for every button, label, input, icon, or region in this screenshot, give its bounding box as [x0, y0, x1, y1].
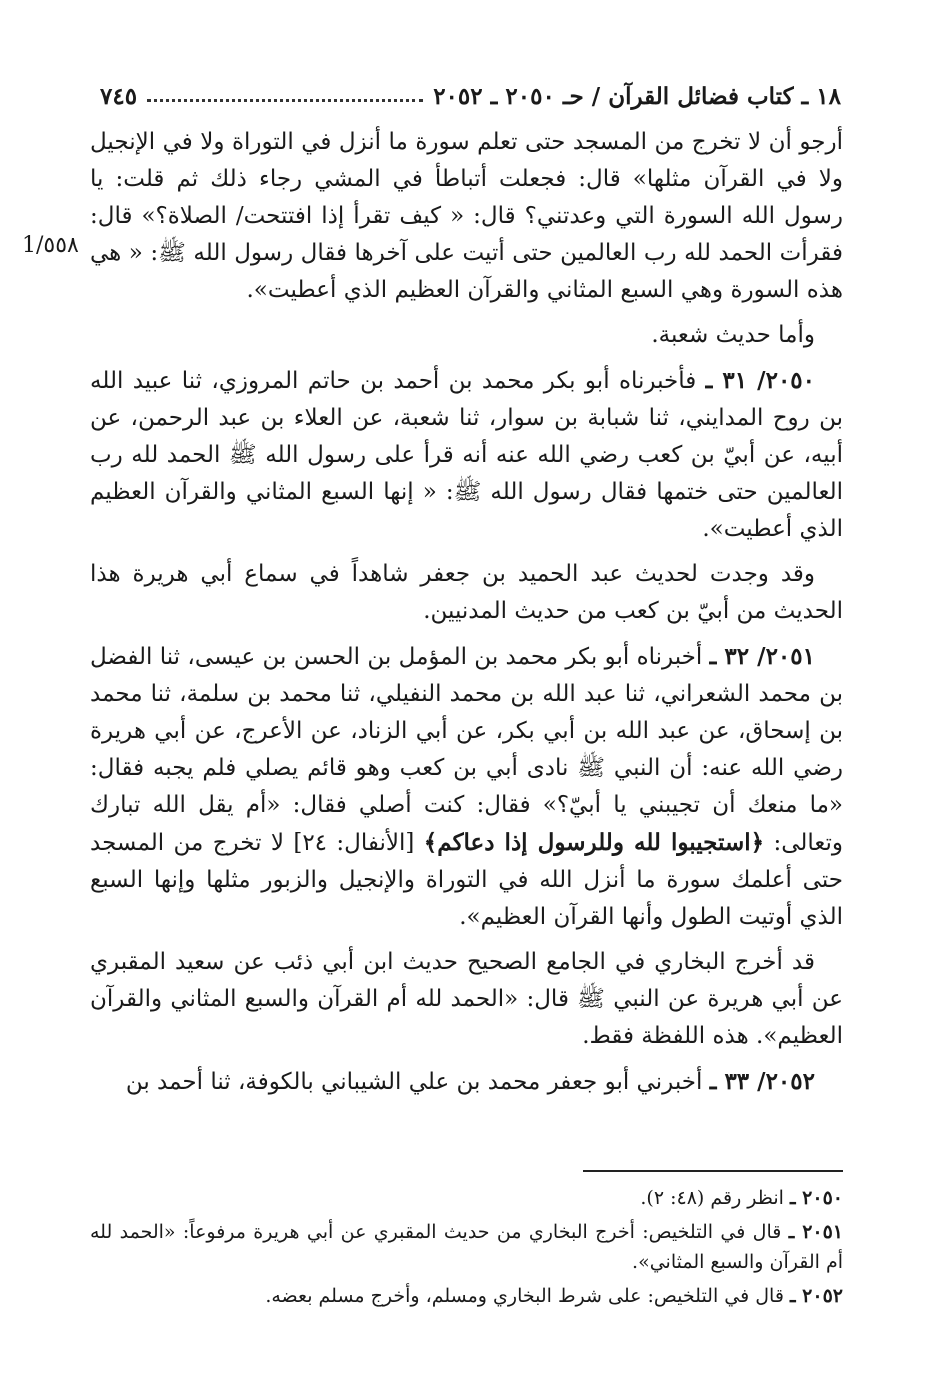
- footnote-number: ٢٠٥٠ ـ: [789, 1187, 843, 1209]
- hadith-number: ٢٠٥١/ ٣٢ ـ: [709, 643, 815, 670]
- footnote: [90, 1281, 843, 1311]
- page-header: [100, 78, 841, 114]
- footnote-text: انظر رقم (٤٨: ٢).: [640, 1187, 784, 1209]
- footnote-number: ٢٠٥٢ ـ: [789, 1285, 843, 1307]
- hadith-text: فأخبرناه أبو بكر محمد بن أحمد بن حاتم المروزي، ثنا عبيد الله بن روح المدايني، ثنا شبابة بن سوار، ثنا شعبة، عن العلاء بن عبد الرحمن، عن أبيه، عن أبيّ بن كعب رضي الله عنه أنه قرأ على رسول الله ﷺ الحمد لله رب العالمين حتى ختمها فقال رسول الله ﷺ: « إنها السبع المثاني والقرآن العظيم الذي أعطيت».: [90, 368, 843, 542]
- main-text: [90, 124, 843, 1109]
- paragraph: [90, 944, 843, 1055]
- paragraph-text: وقد وجدت لحديث عبد الحميد بن جعفر شاهداً في سماع أبي هريرة هذا الحديث من أبيّ بن كعب من حديث المدنيين.: [90, 561, 843, 624]
- footnote: [90, 1183, 843, 1213]
- footnote-separator: [583, 1170, 843, 1172]
- paragraph: [90, 124, 843, 309]
- running-title: ١٨ ـ كتاب فضائل القرآن / حـ ٢٠٥٠ ـ ٢٠٥٢: [433, 82, 841, 110]
- page-number: ٧٤٥: [100, 82, 138, 110]
- hadith-entry: [90, 362, 843, 548]
- paragraph: [90, 556, 843, 630]
- paragraph-text: قد أخرج البخاري في الجامع الصحيح حديث ابن أبي ذئب عن سعيد المقبري عن أبي هريرة عن النبي ﷺ قال: «الحمد لله أم القرآن والسبع المثاني والقرآن العظيم». هذه اللفظة فقط.: [90, 949, 843, 1049]
- hadith-number: ٢٠٥٠/ ٣١ ـ: [705, 367, 816, 394]
- footnote: [90, 1217, 843, 1277]
- footnotes: [90, 1183, 843, 1315]
- hadith-text: أخبرناه أبو بكر محمد بن المؤمل بن الحسن بن عيسى، ثنا الفضل بن محمد الشعراني، ثنا عبد الله بن محمد النفيلي، ثنا محمد بن سلمة، ثنا محمد بن إسحاق، عن عبد الله بن أبي بكر، عن أبي الزناد، عن الأعرج، عن أبي هريرة رضي الله عنه: أن النبي ﷺ نادى أبي بن كعب وهو قائم يصلي فلم يجبه فقال: «ما منعك أن تجيبني يا أبيّ؟» فقال: كنت أصلي فقال: «أم يقل الله تبارك وتعالى:: [90, 644, 844, 856]
- footnote-text: قال في التلخيص: أخرج البخاري من حديث المقبري عن أبي هريرة مرفوعاً: «الحمد لله أم القرآن والسبع المثاني».: [90, 1221, 843, 1273]
- footnote-number: ٢٠٥١ ـ: [788, 1221, 844, 1243]
- hadith-entry: [90, 638, 843, 936]
- quran-verse: ﴿استجيبوا لله وللرسول إذا دعاكم﴾: [423, 829, 765, 856]
- paragraph-text: وأما حديث شعبة.: [651, 322, 815, 348]
- paragraph-text: أرجو أن لا تخرج من المسجد حتى تعلم سورة ما أنزل في التوراة ولا في الإنجيل ولا في القرآن مثلها» قال: فجعلت أتباطأ في المشي رجاء ذلك ثم قلت: يا رسول الله السورة التي وعدتني؟ قال: « كيف تقرأ إذا افتتحت/ الصلاة؟» قال: فقرأت الحمد لله رب العالمين حتى أتيت على آخرها فقال رسول الله ﷺ: « هي هذه السورة وهي السبع المثاني والقرآن العظيم الذي أعطيت».: [90, 129, 843, 303]
- margin-note: 1/٥٥٨: [22, 233, 79, 258]
- footnote-text: قال في التلخيص: على شرط البخاري ومسلم، وأخرج مسلم بعضه.: [265, 1285, 784, 1307]
- hadith-entry: [90, 1063, 843, 1101]
- hadith-text: أخبرني أبو جعفر محمد بن علي الشيباني بالكوفة، ثنا أحمد بن: [125, 1069, 703, 1095]
- paragraph: [90, 317, 843, 354]
- hadith-number: ٢٠٥٢/ ٣٣ ـ: [709, 1068, 815, 1095]
- hadith-text-continued: [الأنفال: ٢٤] لا تخرج من المسجد حتى أعلمك سورة ما أنزل الله في التوراة والإنجيل والزبور مثلها وإنها السبع الذي أوتيت الطول وأنها القرآن العظيم».: [90, 830, 843, 930]
- header-dot-leader: [147, 99, 423, 102]
